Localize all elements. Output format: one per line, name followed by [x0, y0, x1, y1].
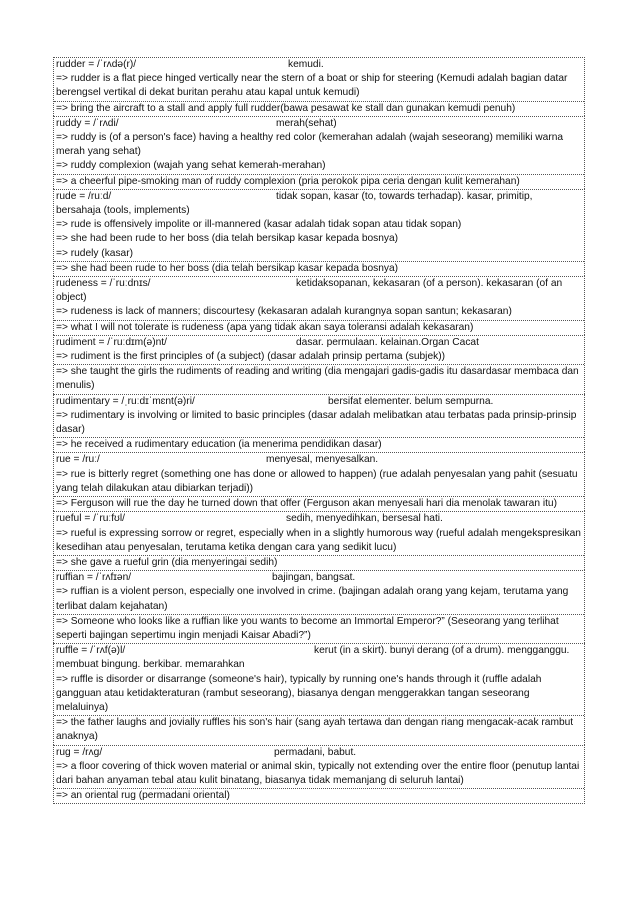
headword-pronunciation: rudiment = /ˈruːdɪm(ə)nt/: [56, 336, 167, 348]
meaning-continuation: membuat bingung. berkibar. memarahkan: [56, 659, 245, 671]
example-line: => ruffle is disorder or disarrange (someone's hair), typically by running one's hands through it (ruffle adalah gangguan atau ketidakteraturan (rambut seseorang), biasanya dengan menggerakkan tangan seseorang melaluinya): [56, 673, 542, 713]
headword-meaning: sedih, menyedihkan, bersesal hati.: [286, 513, 443, 525]
example-line: => rue is bitterly regret (something one has done or allowed to happen) (rue adalah penyesalan yang pahit (sesuatu yang telah dilakukan atau dibiarkan terjadi)): [56, 468, 578, 494]
example-line: => ruffian is a violent person, especially one involved in crime. (bajingan adalah orang yang kejam, terutama yang terlibat dalam kejahatan): [56, 586, 569, 612]
entry-headword-line: [56, 571, 582, 585]
dictionary-entry: [53, 394, 585, 453]
example-line: => the father laughs and jovially ruffles his son's hair (sang ayah tertawa dan dengan riang mengacak-acak rambut anaknya): [54, 715, 584, 744]
dictionary-entry: [53, 511, 585, 570]
headword-meaning: dasar. permulaan. kelainan.Organ Cacat: [296, 336, 479, 348]
headword-pronunciation: rue = /ruː/: [56, 454, 100, 466]
dictionary-entry: [53, 452, 585, 511]
headword-meaning: merah(sehat): [276, 117, 337, 129]
example-line: => a floor covering of thick woven material or animal skin, typically not extending over the entire floor (penutup lantai dari bahan anyaman tebal atau kulit binatang, biasanya tidak memanjang di seluruh lantai): [56, 760, 580, 786]
meaning-continuation: object): [56, 292, 87, 304]
headword-meaning: bajingan, bangsat.: [272, 572, 356, 584]
meaning-continuation: bersahaja (tools, implements): [56, 205, 190, 217]
headword-meaning: menyesal, menyesalkan.: [266, 454, 379, 466]
headword-pronunciation: ruffle = /ˈrʌf(ə)l/: [56, 645, 126, 657]
example-line: => she had been rude to her boss (dia telah bersikap kasar kepada bosnya): [56, 233, 399, 245]
dictionary-entry: [53, 57, 585, 116]
example-line: => ruddy is (of a person's face) having a healthy red color (kemerahan adalah (wajah seseorang) memiliki warna merah yang sehat): [56, 132, 564, 158]
example-line: => rudiment is the first principles of (a subject) (dasar adalah prinsip pertama (subjek)): [56, 351, 445, 363]
example-line: => a cheerful pipe-smoking man of ruddy complexion (pria perokok pipa ceria dengan kulit kemerahan): [54, 174, 584, 189]
headword-pronunciation: rudeness = /ˈruːdnɪs/: [56, 278, 151, 290]
example-line: => she had been rude to her boss (dia telah bersikap kasar kepada bosnya): [54, 261, 584, 276]
dictionary-entry: [53, 643, 585, 744]
entry-headword-line: [56, 512, 582, 526]
example-line: => rueful is expressing sorrow or regret, especially when in a slightly humorous way (rueful adalah mengekspresikan kesedihan atau penyesalan, terutama ketika dengan cara yang sedikit lucu): [56, 527, 581, 553]
headword-meaning: kerut (in a skirt). bunyi derang (of a drum). mengganggu.: [314, 645, 570, 657]
example-line: => rude is offensively impolite or ill-mannered (kasar adalah tidak sopan atau tidak sopan): [56, 219, 462, 231]
headword-meaning: tidak sopan, kasar (to, towards terhadap). kasar, primitip,: [276, 190, 533, 202]
example-line: => what I will not tolerate is rudeness (apa yang tidak akan saya toleransi adalah kekasaran): [54, 320, 584, 335]
example-line: => he received a rudimentary education (ia menerima pendidikan dasar): [54, 437, 584, 452]
dictionary-entry: [53, 570, 585, 643]
example-line: => an oriental rug (permadani oriental): [54, 788, 584, 803]
entry-headword-line: [56, 277, 582, 291]
entry-headword-line: [56, 644, 582, 658]
entry-headword-line: [56, 336, 582, 350]
entry-headword-line: [56, 190, 582, 204]
dictionary-entry: [53, 335, 585, 394]
headword-pronunciation: ruffian = /ˈrʌfɪən/: [56, 572, 132, 584]
example-line: => she gave a rueful grin (dia menyeringai sedih): [54, 555, 584, 570]
headword-pronunciation: rudder = /ˈrʌdə(r)/: [56, 59, 137, 70]
dictionary-entry: [53, 276, 585, 335]
entry-headword-line: [56, 453, 582, 467]
entry-headword-line: [56, 395, 582, 409]
headword-pronunciation: rudimentary = /ˌruːdɪˈmɛnt(ə)ri/: [56, 395, 195, 407]
example-line: => rudder is a flat piece hinged vertically near the stern of a boat or ship for steering (Kemudi adalah bagian datar berengsel vertikal di dekat buritan perahu atau kapal untuk kemudi): [56, 73, 568, 99]
dictionary-entry: [53, 745, 585, 805]
example-line: => ruddy complexion (wajah yang sehat kemerah-merahan): [56, 160, 326, 172]
dictionary-page: [53, 57, 585, 804]
headword-meaning: bersifat elementer. belum sempurna.: [328, 395, 494, 407]
entry-headword-line: [56, 58, 582, 72]
headword-meaning: ketidaksopanan, kekasaran (of a person). kekasaran (of an: [296, 278, 563, 290]
headword-pronunciation: rug = /rʌɡ/: [56, 746, 103, 758]
example-line: => rudimentary is involving or limited to basic principles (dasar adalah melibatkan atau terbatas pada prinsip-prinsip dasar): [56, 409, 577, 436]
dictionary-entry: [53, 116, 585, 189]
headword-pronunciation: rueful = /ˈruːfʊl/: [56, 513, 125, 525]
example-line: => rudely (kasar): [56, 247, 134, 259]
dictionary-entry: [53, 189, 585, 276]
example-line: => Someone who looks like a ruffian like you wants to become an Immortal Emperor?” (Seseorang yang terlihat seperti bajingan sepertimu ingin menjadi Kaisar Abadi?”): [54, 614, 584, 643]
example-line: => Ferguson will rue the day he turned down that offer (Ferguson akan menyesali hari dia menolak tawaran itu): [54, 496, 584, 511]
example-line: => rudeness is lack of manners; discourtesy (kekasaran adalah kurangnya sopan santun; kekasaran): [56, 306, 512, 318]
entry-headword-line: [56, 117, 582, 131]
example-line: => she taught the girls the rudiments of reading and writing (dia mengajari gadis-gadis itu dasardasar membaca dan menulis): [54, 364, 584, 393]
headword-meaning: kemudi.: [288, 59, 324, 70]
entry-headword-line: [56, 746, 582, 760]
headword-meaning: permadani, babut.: [274, 746, 357, 758]
headword-pronunciation: ruddy = /ˈrʌdi/: [56, 117, 119, 129]
headword-pronunciation: rude = /ruːd/: [56, 190, 112, 202]
example-line: => bring the aircraft to a stall and apply full rudder(bawa pesawat ke stall dan gunakan kemudi penuh): [54, 101, 584, 116]
